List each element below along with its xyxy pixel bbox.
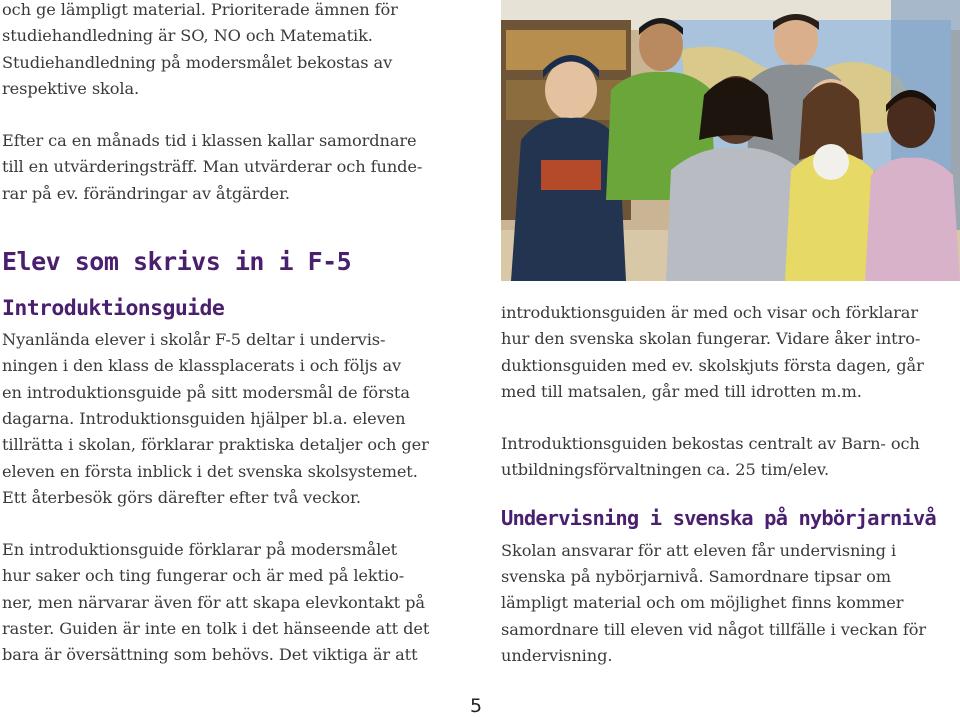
right-paragraph-3: Skolan ansvarar för att eleven får undervisning i svenska på nybörjarnivå. Samordnare tipsar om lämpligt material och om möjlighet finns kommer samordnare till eleven vid något tillfälle i veckan för undervisning. [501, 540, 927, 665]
page-number: 5 [470, 695, 483, 717]
main-heading: Elev som skrivs in i F-5 [2, 247, 352, 277]
right-paragraph-1: introduktionsguiden är med och visar och förklarar hur den svenska skolan fungerar. Vidare åker intro- duktionsguiden med ev. skolskjuts första dagen, går med till matsalen, går med till idrotten m.m. [501, 303, 924, 401]
followup-paragraph: Efter ca en månads tid i klassen kallar samordnare till en utvärderingsträff. Man utvärderar och funde- rar på ev. förändringar av åtgärder. [2, 131, 423, 203]
left-column [2, 0, 472, 669]
intro-paragraph: och ge lämpligt material. Prioriterade ämnen för studiehandledning är SO, NO och Matematik. Studiehandledning på modersmålet bekostas av respektive skola. [2, 0, 398, 98]
students-photo [501, 0, 960, 281]
right-column [501, 300, 960, 669]
introduktionsguide-paragraph-2: En introduktionsguide förklarar på modersmålet hur saker och ting fungerar och är med på lektio- ner, men närvarar även för att skapa elevkontakt på raster. Guiden är inte en tolk i det hänseende att det bara är översättning som behövs. Det viktiga är att [2, 540, 430, 665]
sub-heading-introduktionsguide: Introduktionsguide [2, 296, 225, 322]
right-paragraph-2: Introduktionsguiden bekostas centralt av Barn- och utbildningsförvaltningen ca. 25 tim/elev. [501, 434, 920, 480]
introduktionsguide-paragraph-1: Nyanlända elever i skolår F-5 deltar i undervis- ningen i den klass de klassplacerats i och följs av en introduktionsguide på sitt modersmål de första dagarna. Introduktionsguiden hjälper bl.a. eleven tillrätta i skolan, förklarar praktiska detaljer och ger eleven en första inblick i det svenska skolsystemet. Ett återbesök görs därefter efter två veckor. [2, 330, 429, 507]
sub-heading-undervisning: Undervisning i svenska på nybörjarnivå [501, 505, 936, 530]
